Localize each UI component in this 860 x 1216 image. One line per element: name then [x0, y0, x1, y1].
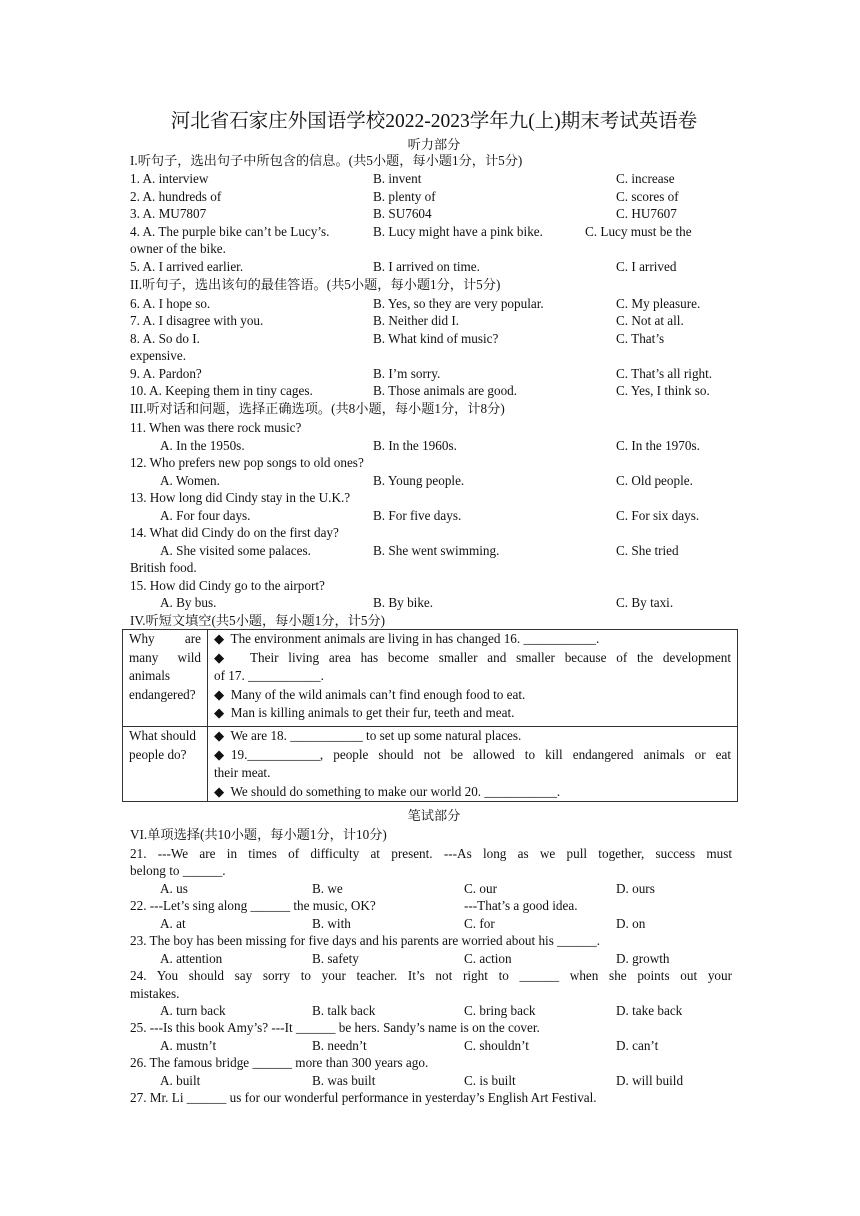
- question-25: 25. ---Is this book Amy’s? ---It ______ be hers. Sandy’s name is on the cover.: [130, 1020, 540, 1035]
- row2-bullet-2-cont: their meat.: [214, 765, 271, 780]
- section-2-heading: II.听句子，选出该句的最佳答语。(共5小题，每小题1分，计5分): [130, 277, 501, 292]
- question-10: 10. A. Keeping them in tiny cages. B. Those animals are good. C. Yes, I think so.: [130, 383, 710, 398]
- page-title: 河北省石家庄外国语学校2022-2023学年九(上)期末考试英语卷: [170, 111, 698, 132]
- question-2: 2. A. hundreds of B. plenty of C. scores of: [130, 189, 679, 204]
- question-24-continuation: mistakes.: [130, 986, 180, 1001]
- diamond-bullet-icon: ◆: [214, 649, 231, 665]
- question-4: 4. A. The purple bike can’t be Lucy’s. B. Lucy might have a pink bike. C. Lucy must be the: [130, 224, 692, 239]
- table-row: [123, 727, 738, 802]
- row2-bullet-3: ◆ We should do something to make our world 20. ___________.: [214, 783, 561, 799]
- row2-question: What should people do?: [129, 728, 197, 762]
- row1-bullet-2: ◆ Their living area has become smaller and smaller because of the development: [214, 649, 731, 665]
- question-26: 26. The famous bridge ______ more than 300 years ago.: [130, 1055, 429, 1070]
- question-21: 21. ---We are in times of difficulty at present. ---As long as we pull together, success must: [130, 846, 732, 861]
- question-4-continuation: owner of the bike.: [130, 241, 226, 256]
- question-23-options: A. attention B. safety C. action D. growth: [160, 951, 670, 966]
- section-3-heading: III.听对话和问题，选择正确选项。(共8小题，每小题1分，计8分): [130, 401, 505, 416]
- section-1-heading: I.听句子，选出句子中所包含的信息。(共5小题，每小题1分，计5分): [130, 153, 523, 168]
- question-14-continuation: British food.: [130, 560, 197, 575]
- diamond-bullet-icon: ◆: [214, 705, 225, 720]
- row1-bullet-4: ◆ Man is killing animals to get their fur, teeth and meat.: [214, 705, 515, 720]
- question-7: 7. A. I disagree with you. B. Neither did I. C. Not at all.: [130, 313, 684, 328]
- row2-question-cell: [123, 727, 208, 802]
- question-11: 11. When was there rock music?: [130, 420, 302, 435]
- question-9: 9. A. Pardon? B. I’m sorry. C. That’s all right.: [130, 366, 713, 381]
- row1-bullet-2-cont: of 17. ___________.: [214, 668, 324, 683]
- question-11-options: A. In the 1950s. B. In the 1960s. C. In the 1970s.: [160, 438, 700, 453]
- row1-bullet-1: ◆ The environment animals are living in has changed 16. ___________.: [214, 631, 600, 646]
- question-21-options: A. us B. we C. our D. ours: [160, 881, 655, 896]
- row2-answer-cell: [208, 727, 738, 802]
- question-14: 14. What did Cindy do on the first day?: [130, 525, 339, 540]
- row1-bullet-3: ◆ Many of the wild animals can’t find enough food to eat.: [214, 686, 526, 702]
- question-15-options: A. By bus. B. By bike. C. By taxi.: [160, 595, 674, 610]
- row1-answer-cell: [208, 630, 738, 727]
- question-22-options: A. at B. with C. for D. on: [160, 916, 646, 931]
- question-1: 1. A. interview B. invent C. increase: [130, 171, 675, 186]
- listening-fill-table: [122, 629, 738, 802]
- question-13-options: A. For four days. B. For five days. C. For six days.: [160, 508, 700, 523]
- question-5: 5. A. I arrived earlier. B. I arrived on time. C. I arrived: [130, 259, 677, 274]
- diamond-bullet-icon: ◆: [214, 686, 225, 702]
- question-3: 3. A. MU7807 B. SU7604 C. HU7607: [130, 206, 677, 221]
- section-4-heading: IV.听短文填空(共5小题，每小题1分，计5分): [130, 613, 386, 628]
- question-12-options: A. Women. B. Young people. C. Old people.: [160, 473, 693, 488]
- question-15: 15. How did Cindy go to the airport?: [130, 578, 325, 593]
- question-26-options: A. built B. was built C. is built D. will build: [160, 1073, 684, 1088]
- question-24-options: A. turn back B. talk back C. bring back D. take back: [160, 1003, 683, 1018]
- question-6: 6. A. I hope so. B. Yes, so they are very popular. C. My pleasure.: [130, 296, 701, 311]
- question-12: 12. Who prefers new pop songs to old ones?: [130, 455, 364, 470]
- diamond-bullet-icon: ◆: [214, 783, 225, 799]
- question-8: 8. A. So do I. B. What kind of music? C. That’s: [130, 331, 665, 346]
- question-21-continuation: belong to ______.: [130, 863, 226, 878]
- question-27: 27. Mr. Li ______ us for our wonderful performance in yesterday’s English Art Festival.: [130, 1090, 597, 1105]
- row2-bullet-2: ◆19.___________, people should not be allowed to kill endangered animals or eat: [214, 746, 731, 762]
- row2-bullet-1: ◆ We are 18. ___________ to set up some natural places.: [214, 728, 522, 743]
- listening-header: 听力部分: [407, 137, 461, 152]
- diamond-bullet-icon: ◆: [214, 631, 225, 646]
- writing-header: 笔试部分: [407, 808, 461, 823]
- question-25-options: A. mustn’t B. needn’t C. shouldn’t D. can’t: [160, 1038, 659, 1053]
- diamond-bullet-icon: ◆: [214, 746, 231, 762]
- question-8-continuation: expensive.: [130, 348, 187, 363]
- question-22: 22. ---Let’s sing along ______ the music, OK? ---That’s a good idea.: [130, 898, 578, 913]
- row1-question-cell: Why are many wild animals endangered?: [123, 630, 208, 727]
- section-6-heading: VI.单项选择(共10小题，每小题1分，计10分): [130, 827, 387, 842]
- table-row: [123, 630, 738, 727]
- question-24: 24. You should say sorry to your teacher. It’s not right to ______ when she points out your: [130, 968, 732, 983]
- question-13: 13. How long did Cindy stay in the U.K.?: [130, 490, 351, 505]
- diamond-bullet-icon: ◆: [214, 728, 225, 743]
- question-23: 23. The boy has been missing for five days and his parents are worried about his ______.: [130, 933, 601, 948]
- question-14-options: A. She visited some palaces. B. She went swimming. C. She tried: [160, 543, 679, 558]
